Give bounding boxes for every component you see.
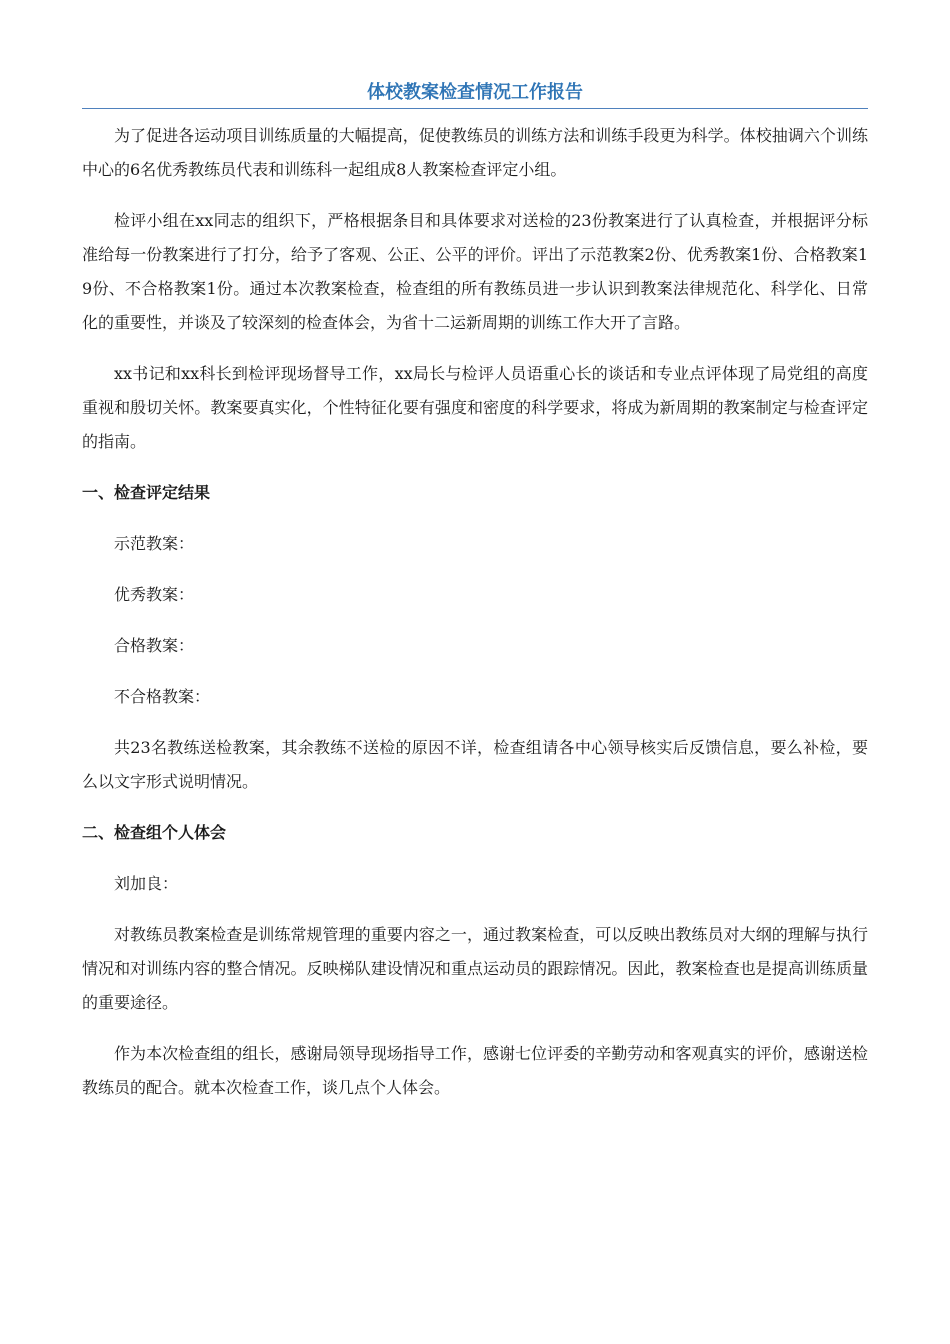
section-2-paragraph-2: 作为本次检查组的组长，感谢局领导现场指导工作，感谢七位评委的辛勤劳动和客观真实的评价，感谢送检教练员的配合。就本次检查工作，谈几点个人体会。: [82, 1044, 868, 1097]
section-2-paragraph-1: 对教练员教案检查是训练常规管理的重要内容之一，通过教案检查，可以反映出教练员对大纲的理解与执行情况和对训练内容的整合情况。反映梯队建设情况和重点运动员的跟踪情况。因此，教案检查也是提高训练质量的重要途径。: [82, 925, 868, 1012]
intro-paragraph-1: 为了促进各运动项目训练质量的大幅提高，促使教练员的训练方法和训练手段更为科学。体校抽调六个训练中心的6名优秀教练员代表和训练科一起组成8人教案检查评定小组。: [82, 126, 868, 179]
intro-paragraph-3: xx书记和xx科长到检评现场督导工作，xx局长与检评人员语重心长的谈话和专业点评体现了局党组的高度重视和殷切关怀。教案要真实化，个性特征化要有强度和密度的科学要求，将成为新周期的教案制定与检查评定的指南。: [82, 364, 868, 451]
document-title: 体校教案检查情况工作报告: [367, 82, 583, 103]
document-page: [82, 78, 868, 1122]
section-2-heading: 二、检查组个人体会: [82, 823, 227, 842]
result-item-excellent: 优秀教案：: [114, 585, 195, 604]
author-name: 刘加良：: [114, 874, 179, 893]
intro-paragraph-2: 检评小组在xx同志的组织下，严格根据条目和具体要求对送检的23份教案进行了认真检查，并根据评分标准给每一份教案进行了打分，给予了客观、公正、公平的评价。评出了示范教案2份、优秀教案1份、合格教案19份、不合格教案1份。通过本次教案检查，检查组的所有教练员进一步认识到教案法律规范化、科学化、日常化的重要性，并谈及了较深刻的检查体会，为省十二运新周期的训练工作大开了言路。: [82, 211, 868, 332]
title-divider: [82, 108, 868, 109]
result-item-demo: 示范教案：: [114, 534, 195, 553]
result-item-qualified: 合格教案：: [114, 636, 195, 655]
section-1-heading: 一、检查评定结果: [82, 483, 211, 502]
result-item-unqualified: 不合格教案：: [114, 687, 211, 706]
section-1-note: 共23名教练送检教案，其余教练不送检的原因不详，检查组请各中心领导核实后反馈信息，要么补检，要么以文字形式说明情况。: [82, 738, 868, 791]
